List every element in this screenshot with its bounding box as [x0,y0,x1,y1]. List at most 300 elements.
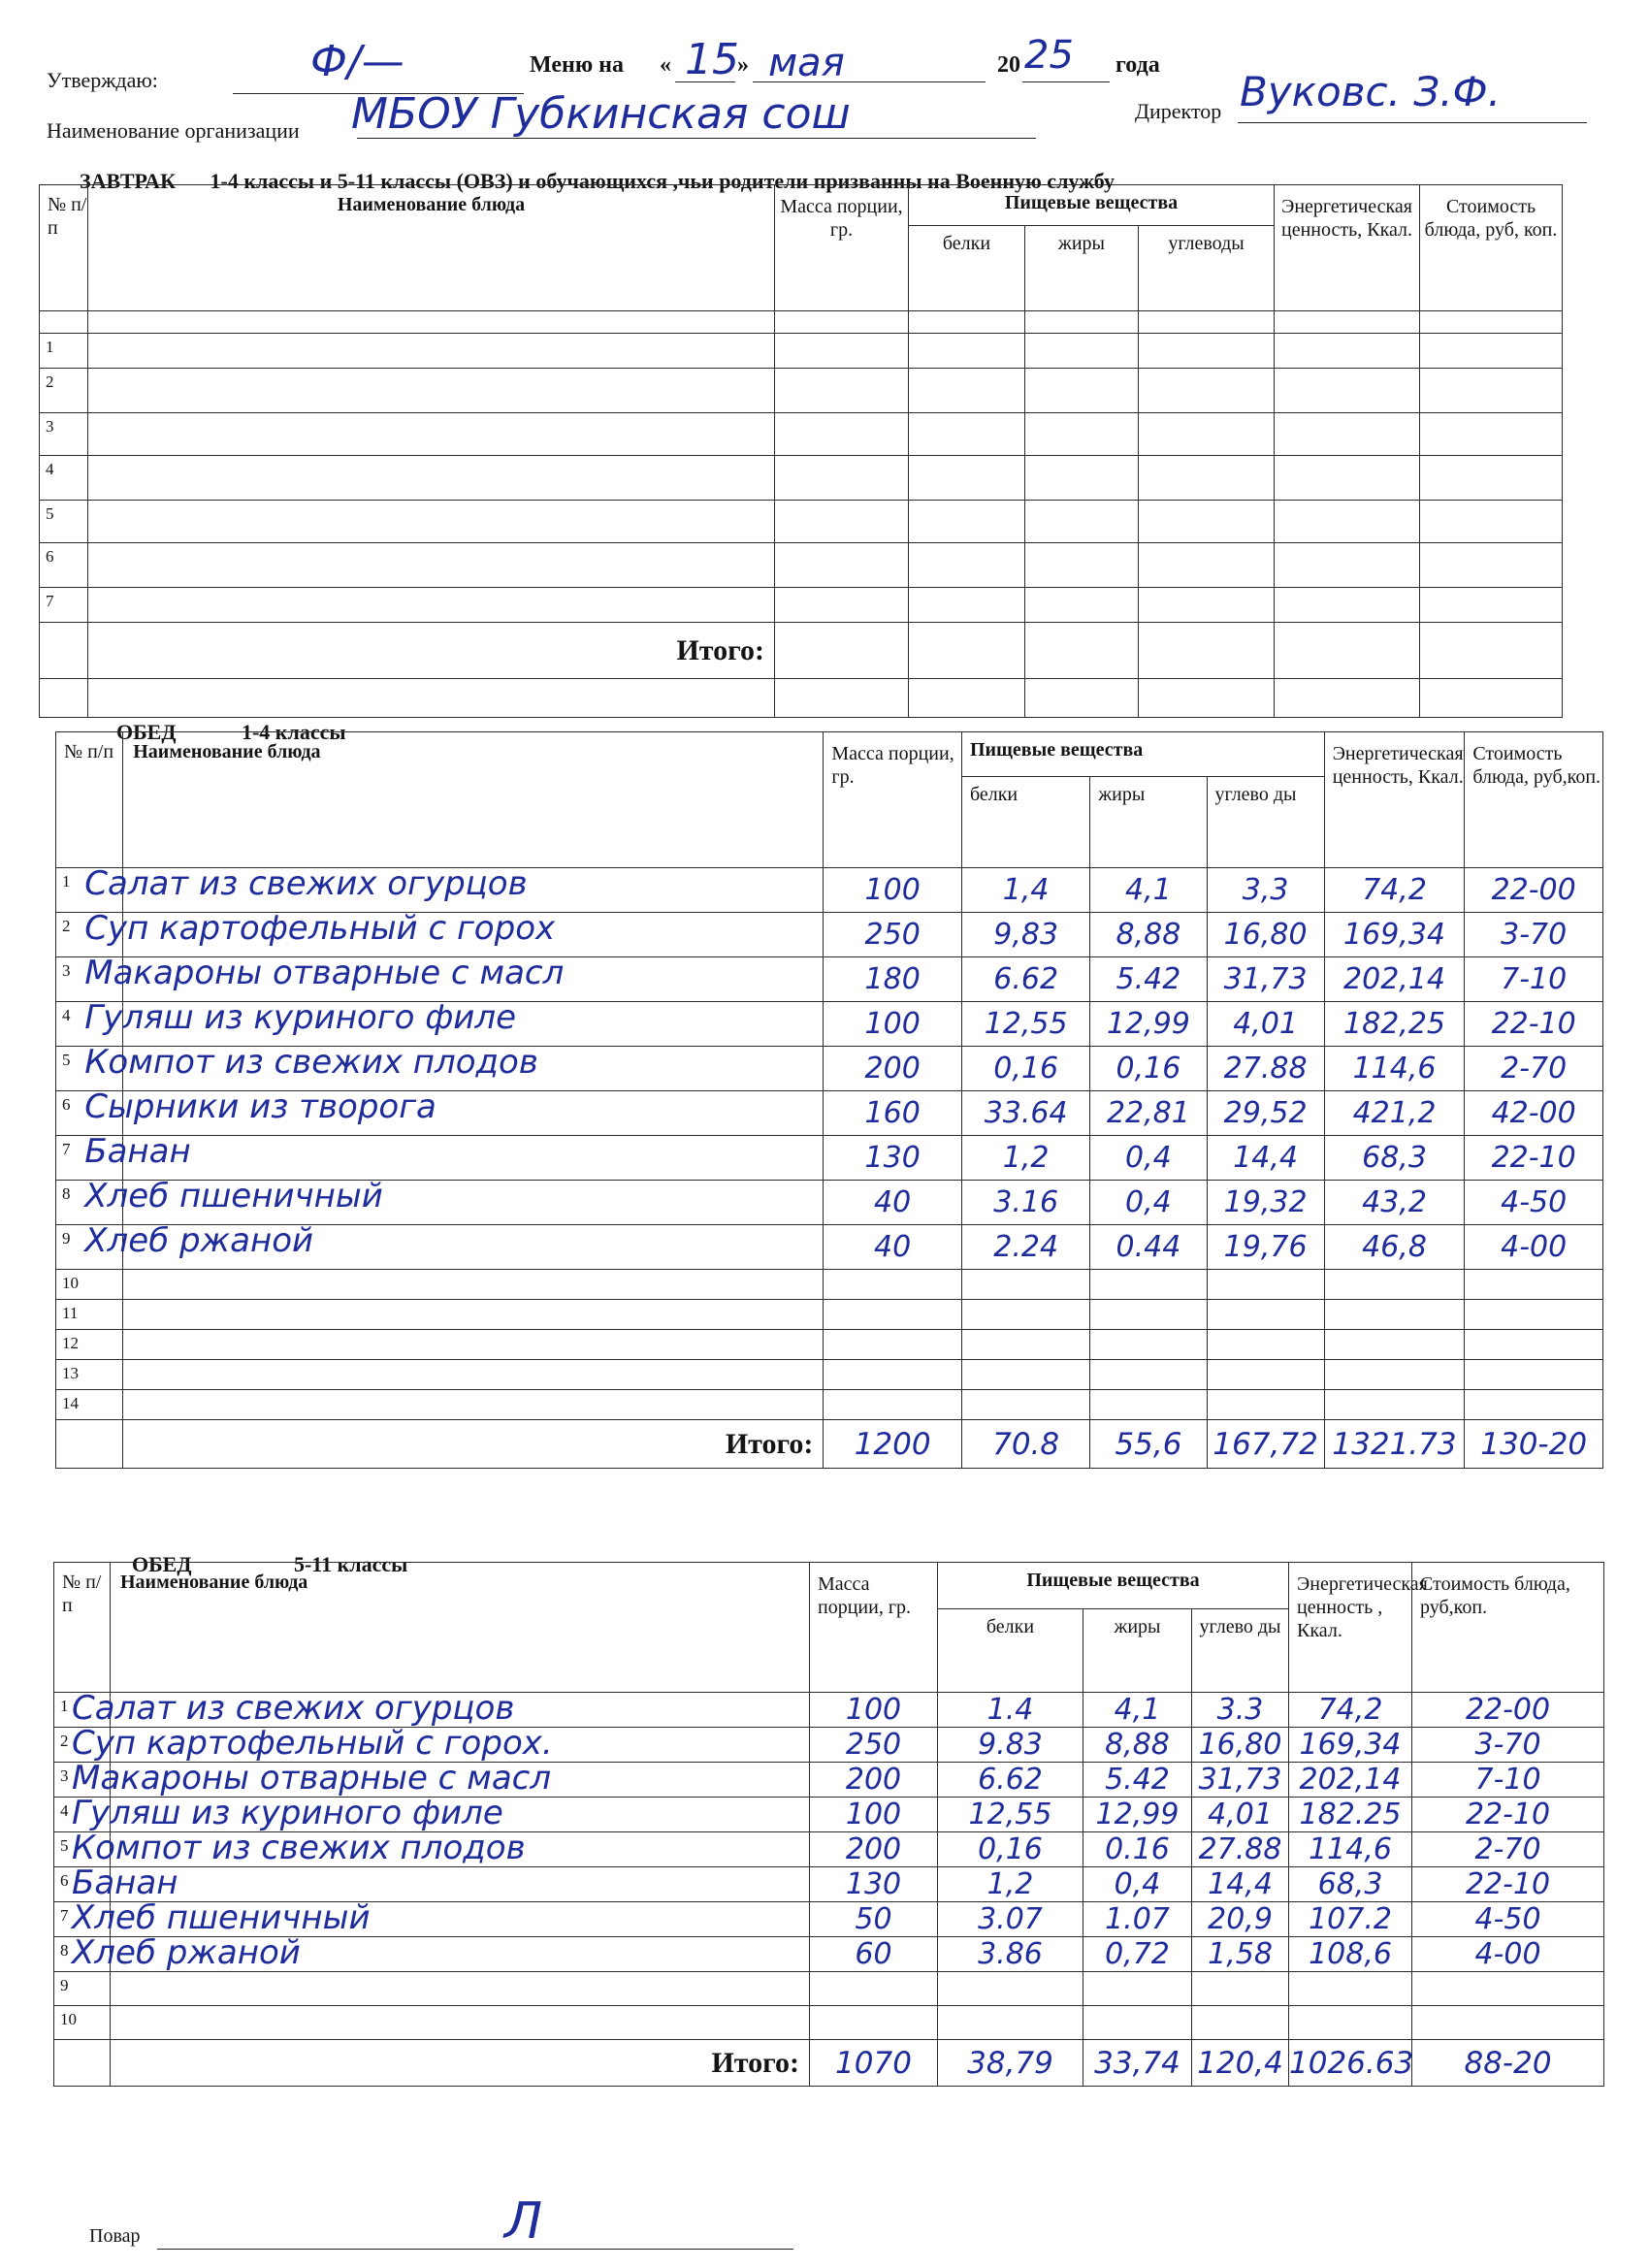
table-row [40,588,1563,623]
cost-cell [1412,1728,1604,1763]
table-row [40,369,1563,413]
mass-cell [824,868,962,913]
row-number: 9 [56,1225,123,1270]
fat-cell [1090,1181,1207,1225]
dish-name: Суп картофельный с горох. [72,1724,553,1763]
protein-cell [938,1798,1083,1832]
cost-value: 22-10 [1465,1798,1551,1831]
table-row [54,1763,1604,1798]
energy-value: 68,3 [1317,1867,1383,1901]
fat-cell [1083,1902,1192,1937]
protein-value: 12,55 [968,1798,1052,1831]
col-num-header: № п/п [54,1563,111,1693]
cost-cell [1465,1047,1603,1091]
mass-cell [810,1798,938,1832]
cost-cell [1465,1225,1603,1270]
table-row [56,957,1603,1002]
table-row [56,1047,1603,1091]
fat-cell [1083,1798,1192,1832]
cost-value: 3-70 [1501,918,1568,952]
dish-name-cell [72,1933,810,1972]
energy-value: 74,2 [1317,1693,1383,1727]
table-row [54,1832,1604,1867]
protein-cell [938,1867,1083,1902]
carbs-cell [1207,957,1324,1002]
energy-cell [1324,1091,1465,1136]
energy-cell [1324,957,1465,1002]
fat-value: 0,4 [1125,1185,1172,1219]
carbs-cell [1192,1728,1289,1763]
director-label: Директор [1135,99,1222,123]
fat-cell [1090,1091,1207,1136]
col-num-header: № п/п [40,185,88,311]
table-row [40,501,1563,543]
table-row [56,1390,1603,1420]
mass-value: 100 [864,1007,921,1041]
fat-cell [1083,1693,1192,1728]
row-number: 4 [56,1002,123,1047]
row-number: 7 [56,1136,123,1181]
cost-value: 4-50 [1474,1902,1541,1936]
mass-cell [810,1728,938,1763]
row-number: 13 [56,1360,123,1390]
mass-cell [824,1002,962,1047]
fat-value: 5.42 [1116,962,1181,996]
carbs-cell [1192,1902,1289,1937]
mass-cell [824,913,962,957]
col-num-header: № п/п [56,732,123,868]
fat-value: 0.16 [1105,1832,1170,1866]
row-number: 2 [54,1728,111,1763]
table-row [40,334,1563,369]
dish-name: Суп картофельный с горох [84,909,556,948]
col-nutrients-header: Пищевые вещества [961,732,1324,777]
total-cost-value: 88-20 [1464,2045,1552,2081]
breakfast-spacer-row [40,679,1563,718]
carbs-value: 20,9 [1208,1902,1273,1936]
cost-cell [1412,1763,1604,1798]
row-number: 3 [56,957,123,1002]
fat-cell [1083,1832,1192,1867]
fat-cell [1090,1002,1207,1047]
row-number: 6 [54,1867,111,1902]
energy-value: 169,34 [1343,918,1445,952]
total-cost-cell [1412,2040,1604,2087]
energy-value: 114,6 [1309,1832,1392,1866]
fat-cell [1083,1763,1192,1798]
total-mass-value: 1200 [854,1426,931,1462]
org-value: МБОУ Губкинская сош [351,89,851,139]
row-number: 1 [40,334,88,369]
cost-value: 22-10 [1491,1141,1576,1175]
col-mass-header: Масса порции, гр. [775,185,909,311]
fat-cell [1083,1937,1192,1972]
dish-name: Хлеб пшеничный [72,1898,371,1937]
org-line [357,138,1036,139]
cost-value: 42-00 [1491,1096,1576,1130]
dish-name: Компот из свежих плодов [84,1043,538,1082]
table-row [56,1270,1603,1300]
energy-cell [1324,913,1465,957]
carbs-cell [1207,1181,1324,1225]
fat-cell [1090,1136,1207,1181]
fat-value: 12,99 [1106,1007,1190,1041]
col-energy-header: Энергетическая ценность , Ккал. [1289,1563,1412,1693]
dish-name-cell [84,954,824,1002]
row-number: 7 [40,588,88,623]
mass-value: 60 [855,1937,892,1971]
row-number: 4 [54,1798,111,1832]
fat-value: 5.42 [1105,1763,1170,1797]
energy-value: 421,2 [1352,1096,1437,1130]
col-protein-header: белки [909,226,1025,311]
dish-name-cell [84,1087,824,1136]
carbs-cell [1207,1136,1324,1181]
energy-cell [1324,1002,1465,1047]
energy-value: 182,25 [1343,1007,1445,1041]
col-protein-header: белки [961,777,1089,868]
fat-value: 8,88 [1116,918,1181,952]
cost-cell [1465,1181,1603,1225]
year-line [1022,81,1110,82]
dish-name-cell [72,1898,810,1937]
energy-value: 74,2 [1362,873,1427,907]
protein-cell [938,1832,1083,1867]
mass-cell [824,1225,962,1270]
breakfast-total-row [40,623,1563,679]
dish-name: Компот из свежих плодов [72,1829,526,1867]
mass-value: 130 [845,1867,902,1901]
dish-name: Банан [84,1132,191,1171]
carbs-cell [1207,868,1324,913]
total-label: Итого: [111,2040,810,2087]
dish-name-cell [72,1759,810,1798]
total-carbs-value: 120,4 [1197,2045,1283,2081]
energy-value: 43,2 [1362,1185,1427,1219]
mass-value: 100 [864,873,921,907]
table-row [54,1937,1604,1972]
protein-cell [961,1091,1089,1136]
cost-value: 7-10 [1501,962,1568,996]
cost-value: 22-00 [1491,873,1576,907]
carbs-value: 27.88 [1223,1052,1308,1085]
row-number: 5 [54,1832,111,1867]
mass-value: 100 [845,1693,902,1727]
row-number: 7 [54,1902,111,1937]
row-number: 8 [54,1937,111,1972]
lunch-1-4-subtitle: 1-4 классы [241,720,346,744]
protein-value: 0,16 [978,1832,1043,1866]
col-fat-header: жиры [1083,1609,1192,1693]
table-row [56,868,1603,913]
mass-cell [810,1763,938,1798]
table-row [56,1330,1603,1360]
fat-cell [1090,957,1207,1002]
fat-value: 0,72 [1105,1937,1170,1971]
carbs-value: 3.3 [1216,1693,1264,1727]
protein-value: 33.64 [984,1096,1068,1130]
row-number: 5 [40,501,88,543]
total-fat-cell [1090,1420,1207,1469]
col-fat-header: жиры [1090,777,1207,868]
mass-value: 200 [864,1052,921,1085]
row-number: 6 [40,543,88,588]
cost-value: 4-00 [1474,1937,1541,1971]
dish-name-cell [72,1689,810,1728]
energy-value: 169,34 [1299,1728,1402,1762]
fat-value: 0,4 [1125,1141,1172,1175]
fat-value: 0,16 [1116,1052,1181,1085]
mass-value: 50 [855,1902,892,1936]
dish-name: Салат из свежих огурцов [84,864,528,903]
total-carbs-cell [1192,2040,1289,2087]
dish-name: Салат из свежих огурцов [72,1689,515,1728]
protein-cell [961,1047,1089,1091]
protein-value: 6.62 [993,962,1059,996]
fat-value: 4,1 [1125,873,1172,907]
cost-value: 22-10 [1465,1867,1551,1901]
lunch-5-11-table [53,1562,1604,2087]
table-row [56,1002,1603,1047]
total-mass-cell [824,1420,962,1469]
energy-cell [1289,1728,1412,1763]
dish-name-cell [72,1829,810,1867]
mass-cell [810,1902,938,1937]
row-number: 2 [40,369,88,413]
fat-value: 0,4 [1114,1867,1161,1901]
row-number: 8 [56,1181,123,1225]
carbs-value: 27.88 [1198,1832,1282,1866]
carbs-value: 31,73 [1198,1763,1282,1797]
fat-value: 1.07 [1105,1902,1170,1936]
dish-name: Банан [72,1863,178,1902]
menu-month: мая [768,41,845,85]
cost-value: 7-10 [1474,1763,1541,1797]
approve-signature: Ф/— [310,37,404,86]
carbs-value: 14,4 [1233,1141,1298,1175]
protein-value: 6.62 [978,1763,1043,1797]
total-mass-cell [810,2040,938,2087]
protein-cell [938,1937,1083,1972]
breakfast-table [39,184,1563,718]
row-number: 10 [54,2006,111,2040]
breakfast-title: ЗАВТРАК [80,169,177,193]
table-row [56,1360,1603,1390]
col-name-header: Наименование блюда [123,732,824,868]
table-row [56,1136,1603,1181]
cost-value: 4-00 [1501,1230,1568,1264]
cost-cell [1465,957,1603,1002]
col-carbs-header: углево ды [1207,777,1324,868]
director-value: Вуковс. З.Ф. [1240,68,1502,115]
energy-cell [1324,1181,1465,1225]
row-number: 10 [56,1270,123,1300]
energy-cell [1289,1902,1412,1937]
fat-cell [1083,1728,1192,1763]
carbs-value: 19,76 [1223,1230,1308,1264]
total-cost-cell [1465,1420,1603,1469]
protein-cell [961,957,1089,1002]
energy-cell [1324,868,1465,913]
carbs-value: 19,32 [1223,1185,1308,1219]
fat-cell [1090,1047,1207,1091]
cost-value: 22-10 [1491,1007,1576,1041]
cost-cell [1465,868,1603,913]
row-number: 3 [54,1763,111,1798]
protein-value: 9,83 [993,918,1059,952]
total-energy-value: 1321.73 [1332,1426,1457,1462]
lunch-1-4-table [55,731,1603,1469]
col-fat-header: жиры [1025,226,1139,311]
fat-value: 4,1 [1114,1693,1161,1727]
lunch-1-4-title: ОБЕД [116,720,177,744]
col-carbs-header: углево ды [1192,1609,1289,1693]
cost-cell [1412,1693,1604,1728]
dish-name-cell [84,1177,824,1225]
lunch-5-11-subtitle: 5-11 классы [293,1552,408,1576]
cost-value: 22-00 [1465,1693,1551,1727]
table-row [40,543,1563,588]
table-row [56,913,1603,957]
energy-cell [1289,1693,1412,1728]
row-number: 5 [56,1047,123,1091]
mass-value: 200 [845,1832,902,1866]
carbs-value: 16,80 [1223,918,1308,952]
total-mass-value: 1070 [835,2045,912,2081]
dish-name-cell [84,1132,824,1181]
mass-value: 180 [864,962,921,996]
cook-line [157,2249,793,2250]
carbs-cell [1192,1693,1289,1728]
carbs-value: 16,80 [1198,1728,1282,1762]
dish-name: Гуляш из куриного филе [72,1794,503,1832]
cook-signature: Л [504,2192,543,2251]
col-name-header: Наименование блюда [88,185,775,311]
energy-cell [1289,1832,1412,1867]
mass-value: 100 [845,1798,902,1831]
energy-cell [1324,1047,1465,1091]
mass-cell [810,1937,938,1972]
dish-name-cell [72,1863,810,1902]
cost-value: 4-50 [1501,1185,1568,1219]
row-number: 1 [54,1693,111,1728]
table-row [56,1181,1603,1225]
row-number: 11 [56,1300,123,1330]
fat-cell [1083,1867,1192,1902]
mass-value: 40 [874,1185,912,1219]
col-energy-header: Энергетическая ценность, Ккал. [1324,732,1465,868]
col-carbs-header: углеводы [1139,226,1275,311]
table-row [54,1902,1604,1937]
cost-cell [1465,913,1603,957]
row-number: 9 [54,1972,111,2006]
cost-cell [1412,1937,1604,1972]
carbs-value: 29,52 [1223,1096,1308,1130]
energy-value: 182.25 [1299,1798,1402,1831]
table-row [56,1091,1603,1136]
dish-name-cell [84,1221,824,1270]
row-number: 2 [56,913,123,957]
fat-cell [1090,913,1207,957]
energy-value: 107.2 [1309,1902,1392,1936]
col-name-header: Наименование блюда [111,1563,810,1693]
dish-name-cell [84,909,824,957]
total-protein-cell [938,2040,1083,2087]
breakfast-spacer-row [40,311,1563,334]
table-row [40,456,1563,501]
protein-cell [961,1002,1089,1047]
table-row [54,1972,1604,2006]
dish-name: Хлеб ржаной [84,1221,314,1260]
cook-label: Повар [89,2225,141,2247]
protein-value: 9.83 [978,1728,1043,1762]
menu-quote-open: « [660,52,671,78]
mass-value: 250 [845,1728,902,1762]
mass-cell [824,957,962,1002]
cost-value: 2-70 [1501,1052,1568,1085]
carbs-value: 4,01 [1208,1798,1273,1831]
total-carbs-value: 167,72 [1212,1426,1318,1462]
menu-quote-close: » [737,52,749,78]
cost-value: 2-70 [1474,1832,1541,1866]
table-row [54,1867,1604,1902]
dish-name-cell [72,1724,810,1763]
dish-name-cell [72,1794,810,1832]
protein-cell [961,1225,1089,1270]
col-cost-header: Стоимость блюда, руб, коп. [1420,185,1563,311]
col-cost-header: Стоимость блюда, руб,коп. [1412,1563,1604,1693]
carbs-cell [1192,1763,1289,1798]
protein-cell [938,1728,1083,1763]
carbs-value: 31,73 [1223,962,1308,996]
menu-month-line [753,81,986,82]
carbs-cell [1207,1091,1324,1136]
fat-value: 22,81 [1106,1096,1190,1130]
year-prefix: 20 [997,52,1020,78]
protein-value: 1,2 [986,1867,1034,1901]
carbs-value: 14,4 [1208,1867,1273,1901]
dish-name: Хлеб пшеничный [84,1177,383,1215]
breakfast-subtitle: 1-4 классы и 5-11 классы (ОВЗ) и обучающихся ,чьи родители призванны на Военную службу [210,169,1115,193]
energy-cell [1289,1798,1412,1832]
carbs-value: 1,58 [1208,1937,1273,1971]
energy-value: 108,6 [1309,1937,1392,1971]
table-row [54,1693,1604,1728]
lunch-5-11-title: ОБЕД [132,1552,192,1576]
carbs-cell [1192,1798,1289,1832]
total-fat-value: 55,6 [1115,1426,1182,1462]
total-row [56,1420,1603,1469]
energy-cell [1289,1937,1412,1972]
mass-cell [824,1181,962,1225]
fat-value: 8,88 [1105,1728,1170,1762]
protein-cell [961,868,1089,913]
carbs-cell [1207,1002,1324,1047]
cost-cell [1465,1091,1603,1136]
energy-value: 46,8 [1362,1230,1427,1264]
energy-cell [1289,1867,1412,1902]
total-cost-value: 130-20 [1480,1426,1588,1462]
mass-cell [824,1091,962,1136]
col-cost-header: Стоимость блюда, руб,коп. [1465,732,1603,868]
fat-value: 0.44 [1116,1230,1181,1264]
dish-name-cell [84,864,824,913]
total-energy-value: 1026.63 [1289,2045,1414,2081]
col-nutrients-header: Пищевые вещества [938,1563,1289,1609]
protein-cell [938,1763,1083,1798]
mass-cell [824,1047,962,1091]
menu-day-line [675,81,735,82]
